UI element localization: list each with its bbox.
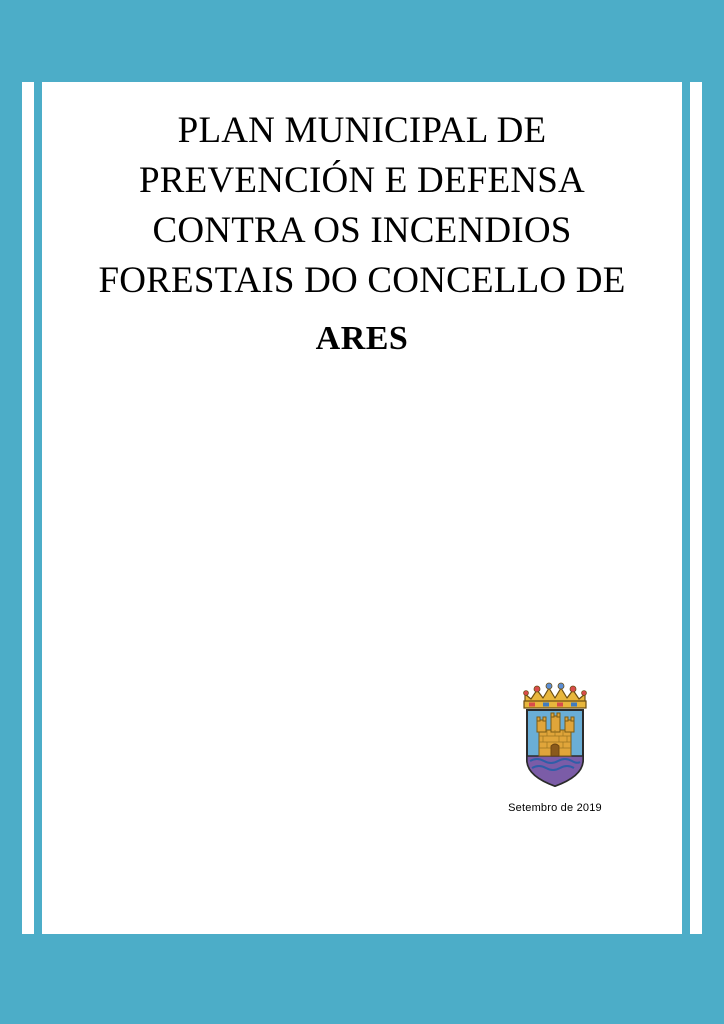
decorative-stripe-right bbox=[682, 0, 690, 1024]
decorative-band-left bbox=[0, 0, 22, 1024]
decorative-band-top bbox=[0, 0, 724, 82]
cover-date-caption: Setembro de 2019 bbox=[508, 802, 602, 814]
decorative-stripe-left bbox=[34, 0, 42, 1024]
page-title-line-1: PLAN MUNICIPAL DE bbox=[177, 110, 547, 151]
cover-content-area bbox=[42, 82, 682, 934]
crest-block bbox=[500, 672, 610, 814]
decorative-band-right bbox=[702, 0, 724, 1024]
page-title-line-4: FORESTAIS DO CONCELLO DE bbox=[98, 260, 626, 301]
municipality-name: ARES bbox=[315, 320, 409, 357]
ares-coat-of-arms-icon bbox=[513, 672, 597, 796]
page-title-line-2: PREVENCIÓN E DEFENSA bbox=[139, 160, 585, 201]
cover-title-block bbox=[82, 106, 642, 358]
decorative-band-bottom bbox=[0, 934, 724, 1024]
page-title-line-3: CONTRA OS INCENDIOS bbox=[152, 210, 572, 251]
